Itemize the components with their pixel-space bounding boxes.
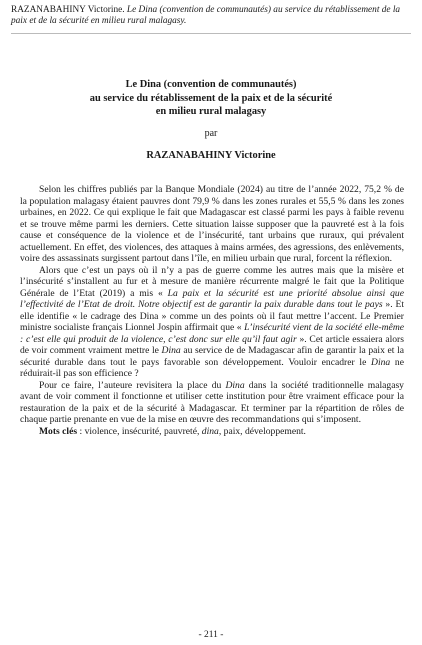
keywords-text-b: , paix, développement. bbox=[218, 425, 306, 437]
article-title bbox=[20, 78, 402, 119]
keywords bbox=[20, 426, 404, 438]
p3-dina: Dina bbox=[225, 379, 245, 391]
header-title: Le Dina (convention de communautés) au service du rétablissement de la paix et de la sécurité en milieu rural malagasy. bbox=[11, 5, 401, 26]
p2-text-c: ». Cet article essaiera alors de voir comment vraiment mettre le bbox=[20, 333, 404, 356]
p3-text-a: Pour ce faire, l’auteure revisitera la place du bbox=[39, 379, 226, 391]
p2-text-b: ». Et elle identifie « le cadrage des Dina » comme un des points où il faut mettre l’accent. Le Premier ministre socialiste français Lionnel Jospin affirmait que « bbox=[20, 299, 404, 333]
header-divider bbox=[11, 33, 411, 34]
p2-dina-1: Dina bbox=[161, 345, 181, 356]
title-line-3: en milieu rural malagasy bbox=[155, 106, 267, 117]
keywords-text-a: : violence, insécurité, pauvreté, bbox=[77, 425, 202, 437]
p3-text-b: dans la société traditionnelle malagasy avant de voir comment il fonctionne et utiliser cette institution pour être vraiment efficace pour la restauration de la paix et de la sécurité à Madagascar. Et terminer par la répartition de rôles de chaque partie prenante en vue de la mise en œuvre des recommandations qui s’imposent. bbox=[20, 379, 404, 425]
title-line-1: Le Dina (convention de communautés) bbox=[125, 79, 297, 90]
keywords-label: Mots clés bbox=[39, 425, 78, 437]
p2-dina-2: Dina bbox=[371, 356, 391, 368]
p2-quote-2: L’insécurité vient de la société elle-même : c’est elle qui produit de la violence, c’est donc sur elle qu’il faut agir bbox=[20, 322, 404, 345]
p2-quote-1: La paix et la sécurité est une priorité absolue ainsi que l’effectivité de l’Etat de droit. Notre objectif est de garantir la paix durable dans tout le pays bbox=[20, 287, 404, 310]
page-number: - 211 - bbox=[198, 630, 224, 640]
article-author: RAZANABAHINY Victorine bbox=[146, 150, 276, 161]
paragraph-1: Selon les chiffres publiés par la Banque Mondiale (2024) au titre de l’année 2022, 75,2 % de la population malagasy étaient pauvres dont 79,9 % dans les zones rurales et 55,5 % dans les zones urbaines, en 2022. Ce qui explique le fait que Madagascar est classé parmi les pays à faible revenu et se trouve même parmi les derniers. Cette situation laisse supposer que la pauvreté est à la fois cause et conséquence de la violence et de l’insécurité, tant urbains que ruraux, qui prévalent actuellement. En effet, des violences, des attaques à mains armées, des agressions, des enlèvements, voire des assassinats surgissent partout dans l’île, en milieu urbain que rural, forcent la réflexion. bbox=[20, 184, 404, 264]
header-author: RAZANABAHINY Victorine. bbox=[11, 5, 125, 15]
p2-text-e: ne réduirait-il pas son efficience ? bbox=[20, 356, 404, 379]
paragraph-3 bbox=[20, 380, 404, 426]
article-body bbox=[20, 184, 404, 437]
running-header bbox=[11, 5, 411, 27]
paragraph-2 bbox=[20, 265, 404, 380]
keywords-dina: dina bbox=[201, 425, 219, 437]
title-line-2: au service du rétablissement de la paix et de la sécurité bbox=[89, 92, 333, 104]
p2-text-a: Alors que c’est un pays où il n’y a pas de guerre comme les autres mais que la misère et l’insécurité s’installent au fur et à mesure de manière récurrente malgré le fait que la Politique Générale de l’Etat (2019) a mis « bbox=[20, 264, 404, 299]
by-line: par bbox=[204, 128, 218, 139]
p2-text-d: au service de de Madagascar afin de garantir la paix et la sécurité durable dans tout le pays favorable son développement. Vouloir encadrer le bbox=[20, 345, 404, 368]
